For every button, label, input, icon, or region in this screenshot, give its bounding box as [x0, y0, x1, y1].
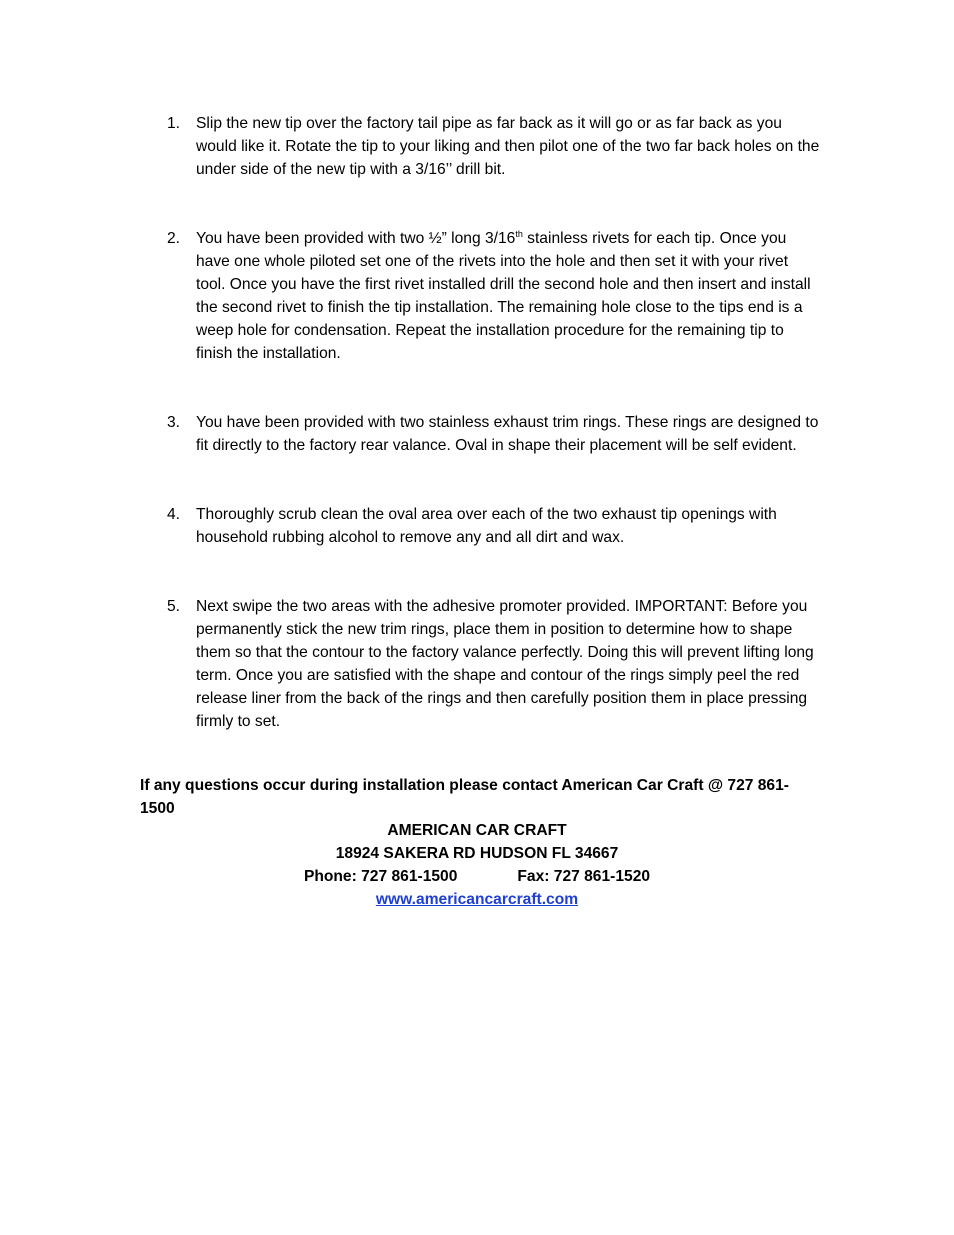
step-1	[140, 112, 820, 181]
website-link[interactable]: www.americancarcraft.com	[375, 891, 579, 908]
installation-steps	[140, 112, 820, 779]
fax-number: Fax: 727 861-1520	[517, 868, 651, 885]
phone-number: Phone: 727 861-1500	[303, 868, 458, 885]
step-text-part: stainless rivets for each tip. Once you have one whole piloted set one of the rivets into the hole and then set it with your rivet tool. Once you have the first rivet installed drill the second hole and then insert and install the second rivet to finish the tip installation. The remaining hole close to the tips end is a weep hole for condensation. Repeat the installation procedure for the remaining tip to finish the installation.	[196, 230, 811, 362]
step-4	[140, 503, 820, 549]
step-text-part: You have been provided with two ½” long 3/16	[196, 230, 516, 247]
superscript: th	[515, 228, 523, 239]
step-3	[140, 411, 820, 457]
company-name: AMERICAN CAR CRAFT	[387, 822, 567, 839]
step-number: 1.	[167, 115, 181, 132]
step-number: 2.	[167, 230, 181, 247]
step-number: 5.	[167, 598, 181, 615]
step-number: 4.	[167, 506, 181, 523]
step-text	[196, 230, 811, 362]
website-row	[140, 888, 814, 911]
step-text: You have been provided with two stainless exhaust trim rings. These rings are designed to fit directly to the factory rear valance. Oval in shape their placement will be self evident.	[196, 414, 819, 454]
step-text: Thoroughly scrub clean the oval area over each of the two exhaust tip openings with household rubbing alcohol to remove any and all dirt and wax.	[196, 506, 777, 546]
address-block	[140, 819, 814, 911]
step-text: Slip the new tip over the factory tail pipe as far back as it will go or as far back as you would like it. Rotate the tip to your liking and then pilot one of the two far back holes on the under side of the new tip with a 3/16’’ drill bit.	[196, 115, 820, 178]
step-2	[140, 227, 820, 365]
contact-note: If any questions occur during installation please contact American Car Craft @ 727 861-1500	[140, 777, 789, 817]
step-number: 3.	[167, 414, 181, 431]
step-text: Next swipe the two areas with the adhesive promoter provided. IMPORTANT: Before you permanently stick the new trim rings, place them in position to determine how to shape them so that the contour to the factory valance perfectly. Doing this will prevent lifting long term. Once you are satisfied with the shape and contour of the rings simply peel the red release liner from the back of the rings and then carefully position them in place pressing firmly to set.	[196, 598, 814, 730]
step-5	[140, 595, 820, 733]
street-address: 18924 SAKERA RD HUDSON FL 34667	[335, 845, 619, 862]
phone-fax-row	[140, 865, 814, 888]
